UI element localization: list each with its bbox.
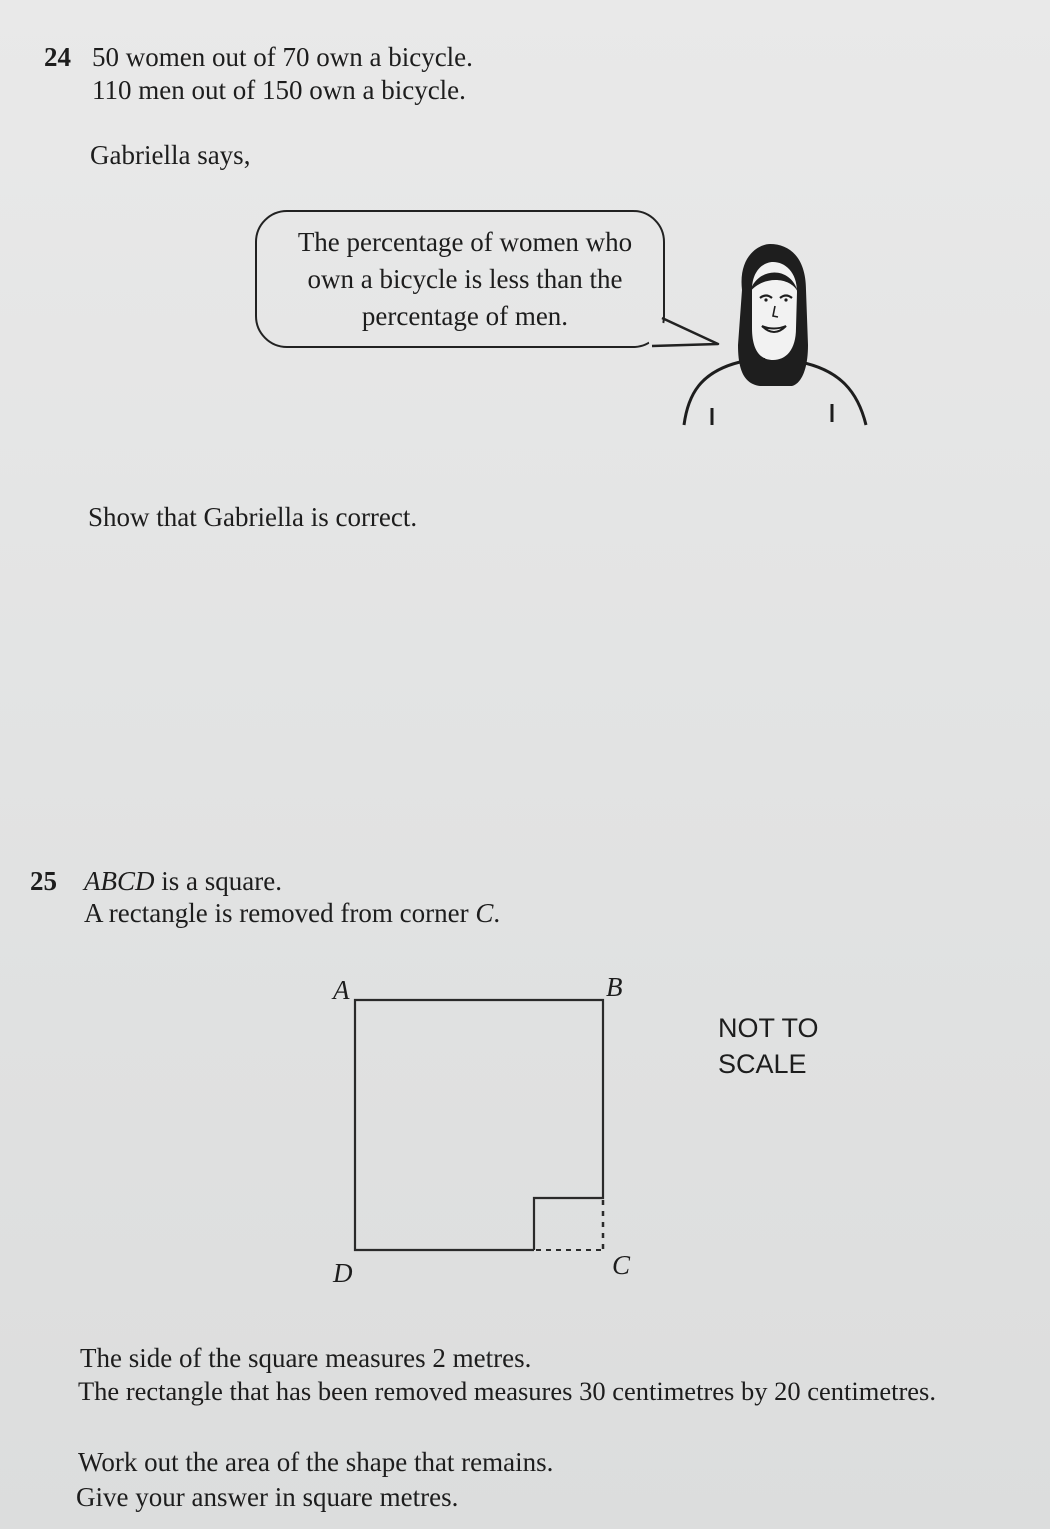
not-to-scale-line-2: SCALE	[718, 1049, 807, 1079]
vertex-label-d: D	[333, 1258, 353, 1288]
q25-square-rest: is a square.	[154, 866, 282, 896]
speech-bubble-tail	[640, 314, 718, 346]
speech-line-3: percentage of men.	[361, 301, 569, 331]
q25-line-square	[84, 868, 282, 895]
q25-rect-post: .	[493, 898, 501, 928]
question-24-number: 24	[44, 42, 71, 72]
q24-line-men: 110 men out of 150 own a bicycle.	[92, 75, 466, 105]
not-to-scale-line-1: NOT TO	[718, 1013, 819, 1043]
q25-line-rectangle	[84, 900, 500, 927]
q24-says: Gabriella says,	[90, 140, 251, 170]
q25-side-length: The side of the square measures 2 metres.	[80, 1343, 532, 1373]
q25-rectangle-size: The rectangle that has been removed measures 30 centimetres by 20 centimetres.	[78, 1376, 936, 1406]
q25-corner-name: C	[475, 898, 494, 928]
square-diagram	[355, 1000, 603, 1250]
vertex-label-c: C	[612, 1250, 631, 1280]
q24-instruction: Show that Gabriella is correct.	[88, 502, 418, 532]
square-outline	[355, 1000, 603, 1250]
question-25-number: 25	[30, 866, 57, 896]
q25-square-name: ABCD	[84, 866, 155, 896]
q25-rect-pre: A rectangle is removed from corner	[84, 898, 476, 928]
q25-answer-units: Give your answer in square metres.	[76, 1482, 459, 1512]
not-to-scale-note	[718, 1010, 819, 1082]
gabriella-illustration-icon	[684, 244, 866, 425]
q24-line-women: 50 women out of 70 own a bicycle.	[92, 42, 473, 72]
speech-line-1: The percentage of women who	[297, 227, 633, 257]
speech-line-2: own a bicycle is less than the	[307, 264, 623, 294]
vertex-label-b: B	[606, 972, 623, 1002]
vertex-label-a: A	[333, 975, 350, 1005]
q25-work-out: Work out the area of the shape that remains.	[78, 1447, 554, 1477]
